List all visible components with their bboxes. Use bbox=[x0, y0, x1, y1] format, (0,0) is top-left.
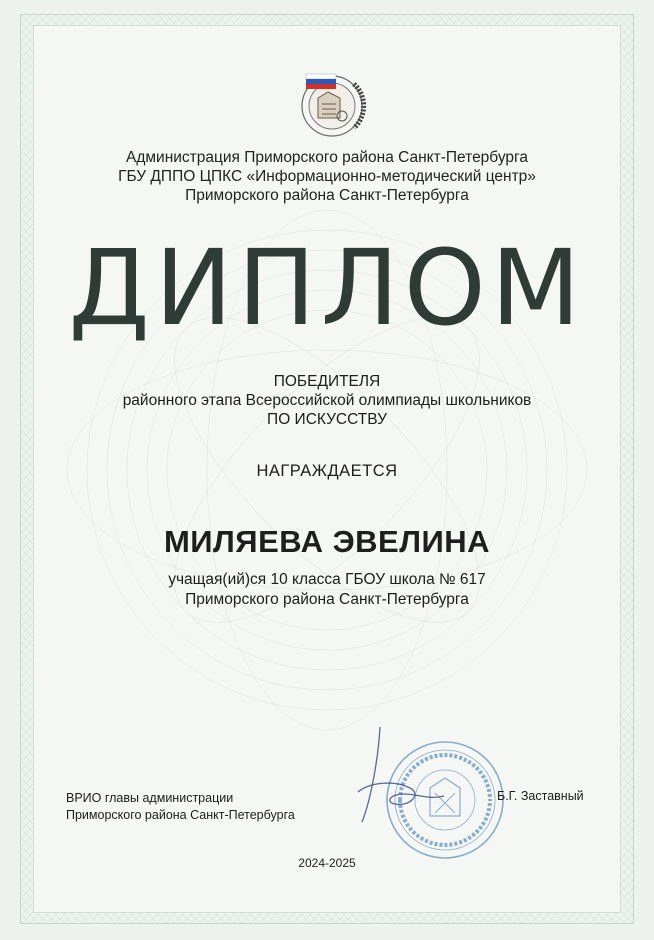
winner-block bbox=[0, 372, 654, 429]
diploma-title: ДИПЛОМ bbox=[68, 227, 586, 349]
header-line-1: Администрация Приморского района Санкт-Петербурга bbox=[126, 149, 528, 166]
olympiad-emblem-icon bbox=[292, 64, 368, 140]
recipient-details bbox=[0, 570, 654, 610]
winner-line-2: районного этапа Всероссийской олимпиады школьников bbox=[122, 392, 532, 409]
signatory-title-line-2: Приморского района Санкт-Петербурга bbox=[66, 808, 295, 822]
signatory-name: Б.Г. Заставный bbox=[497, 789, 584, 803]
academic-year: 2024-2025 bbox=[298, 856, 356, 870]
header-organization bbox=[0, 148, 654, 205]
recipient-district-line: Приморского района Санкт-Петербурга bbox=[185, 591, 469, 608]
signatory-title-line-1: ВРИО главы администрации bbox=[66, 791, 234, 805]
winner-line-1: ПОБЕДИТЕЛЯ bbox=[273, 373, 381, 390]
handwritten-signature bbox=[340, 722, 460, 832]
header-line-2: ГБУ ДППО ЦПКС «Информационно-методический центр» bbox=[118, 168, 536, 185]
signatory-title bbox=[66, 790, 295, 824]
header-line-3: Приморского района Санкт-Петербурга bbox=[185, 187, 469, 204]
recipient-name: МИЛЯЕВА ЭВЕЛИНА bbox=[163, 524, 491, 559]
awarded-label: НАГРАЖДАЕТСЯ bbox=[256, 462, 398, 480]
recipient-school-line: учащая(ий)ся 10 класса ГБОУ школа № 617 bbox=[168, 571, 486, 588]
winner-line-3: ПО ИСКУССТВУ bbox=[267, 411, 387, 428]
